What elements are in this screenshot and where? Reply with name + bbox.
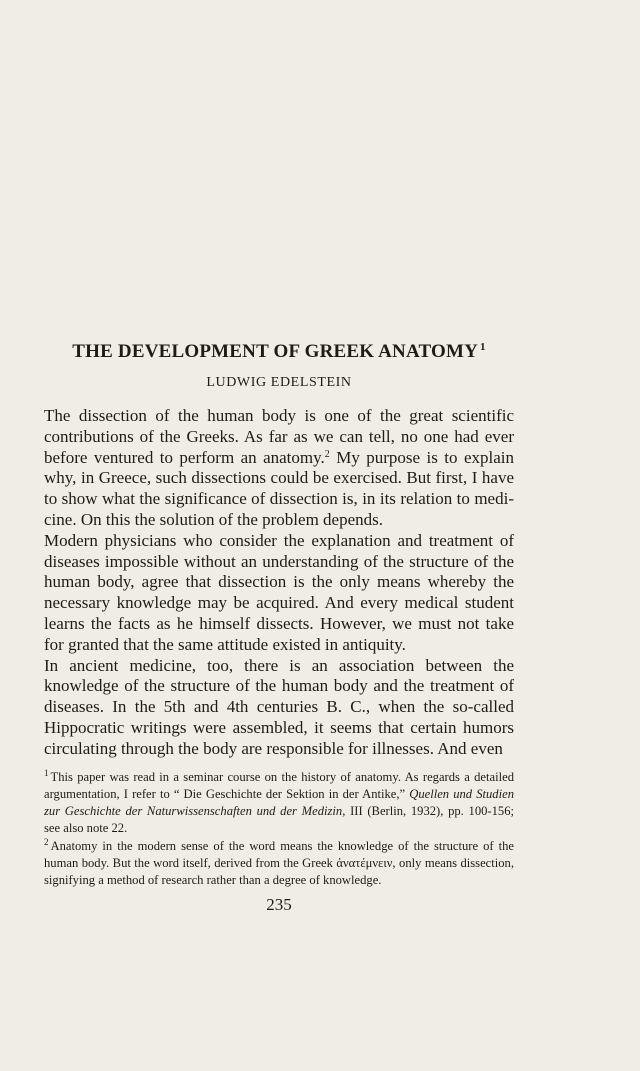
footnote-2 <box>44 838 514 890</box>
article-title <box>44 334 514 365</box>
footnote-1 <box>44 769 514 838</box>
footnote-1-italic-title: Quellen und Studien zur Geschichte der Naturwissenschaften und der Medizin, <box>44 786 514 819</box>
footnote-1-mark: 1 <box>44 767 49 778</box>
footnote-2-mark: 2 <box>44 836 49 847</box>
paragraph-2: Modern physicians who consider the explanation and treatment of diseases impossible without an understanding of the structure of the human body, agree that dissection is the only means whereby the necessary knowledge may be acquired. And every medical student learns the facts as he himself dissects. However, we must not take for granted that the same attitude existed in antiquity. <box>44 530 514 654</box>
paragraph-1-footnote-mark: 2 <box>324 448 330 460</box>
page-number: 235 <box>266 894 292 914</box>
article-title-text: THE DEVELOPMENT OF GREEK ANATOMY <box>72 341 479 362</box>
footnote-1-text-a: This paper was read in a seminar course on the history of anatomy. As regards a detailed argumentation, I refer to “ Die Geschichte der Sektion in der Antike,” <box>44 769 514 801</box>
article-author: LUDWIG EDELSTEIN <box>206 375 352 390</box>
footnote-2-text-a: Anatomy in the modern sense of the word means the knowledge of the structure of the human body. But the word itself, derived from the Greek <box>44 838 514 871</box>
paragraph-1-text-b: My purpose is to explain why, in Greece, such dissections could be exercised. But first, I have to show what the significance of dissection is, in its relation to medicine. On this the solution of the problem depends. <box>44 447 514 529</box>
footnotes <box>44 769 514 890</box>
footnote-2-text-b: only means dissection, signifying a method of research rather than a degree of knowledge. <box>44 856 514 888</box>
page-content <box>44 334 514 916</box>
paragraph-1 <box>44 406 514 531</box>
title-footnote-mark: 1 <box>480 341 486 353</box>
footnote-1-text-b: III (Berlin, 1932), pp. 100-156; see also note 22. <box>44 804 515 836</box>
footnote-2-greek-word: ἀνατέμνειν, <box>336 856 396 871</box>
paragraph-1-text-a: The dissection of the human body is one of the great scientific contributions of the Greeks. As far as we can tell, no one had ever before ventured to perform an anatomy. <box>44 406 514 467</box>
paragraph-3: In ancient medicine, too, there is an association between the knowledge of the structure of the human body and the treatment of diseases. In the 5th and 4th centuries B. C., when the so-called Hippocratic writings were assembled, it seems that certain humors circulating through the body are responsible for illnesses. And even <box>44 655 514 758</box>
